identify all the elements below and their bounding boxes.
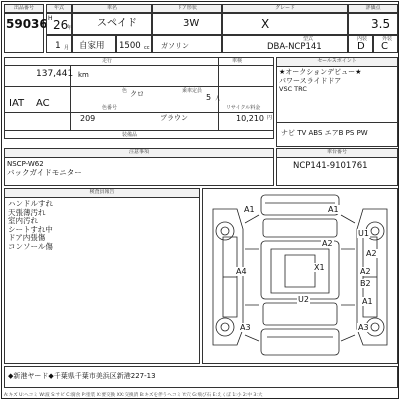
seats-label: 乗車定員 — [182, 88, 203, 94]
damage-mark: A2 — [366, 249, 377, 258]
price-unit: 円 — [267, 115, 273, 121]
equipment-list: ナビ TV ABS エアB PS PW — [281, 129, 368, 137]
auction-sheet — [1, 1, 399, 399]
damage-mark: A1 — [244, 205, 255, 214]
damage-mark: A3 — [240, 323, 251, 332]
damage-mark: A3 — [358, 323, 369, 332]
price-label: リサイクル料金 — [226, 105, 261, 111]
model-box — [222, 35, 348, 53]
door-value: 3W — [183, 18, 200, 29]
notes-block — [4, 148, 274, 186]
seats-unit: 人 — [215, 96, 221, 102]
chassis-header: 車台番号 — [277, 149, 397, 158]
dealer-block — [4, 366, 398, 388]
score-box — [348, 13, 398, 35]
sales-point-line: パワースライドドア — [279, 76, 342, 85]
defect-line: コンソール傷 — [8, 241, 53, 251]
shift-value: IAT — [9, 98, 25, 109]
door-label: ドア形状 — [152, 4, 222, 13]
sales-points-block — [276, 57, 398, 147]
defect-line: ドア内張傷 — [8, 233, 46, 243]
defect-line: 天張薄汚れ — [8, 207, 46, 217]
owners-value: 1 — [55, 41, 61, 51]
notes-list — [7, 160, 82, 177]
lot-number-box — [4, 13, 48, 53]
owners-unit: 月 — [64, 45, 70, 51]
damage-mark: A1 — [328, 205, 339, 214]
interior-grade-box — [348, 35, 373, 53]
defects-block — [4, 188, 200, 364]
legend-footer: A:キズ U:ヘコミ W:波 S:サビ C:腐食 P:塗装 X:要交換 XX:交換済 B:キズを伴うヘコミ Y:穴 G:飛び石 E:えくぼ 1:小 2:中 3:大 — [4, 393, 263, 398]
exterior-grade-box — [373, 35, 398, 53]
damage-mark: B2 — [360, 279, 371, 288]
score-label: 評価点 — [348, 4, 398, 13]
exterior-grade: C — [381, 41, 388, 52]
interior-color: ブラウン — [160, 114, 188, 122]
year-value: 26 — [53, 18, 69, 32]
damage-mark: A2 — [322, 239, 333, 248]
year-era: H — [48, 15, 53, 22]
price-value: 10,210 — [236, 114, 264, 123]
car-label: 車名 — [72, 4, 152, 13]
grade-label: グレード — [222, 4, 348, 13]
displacement-box — [116, 35, 152, 53]
int-label: 内装 — [357, 36, 368, 42]
defect-line: シートすれ中 — [8, 224, 53, 234]
interior-grade: D — [357, 41, 365, 52]
sales-points-list — [279, 68, 361, 94]
grade-box — [222, 13, 348, 35]
chassis-number: NCP141-9101761 — [293, 161, 368, 171]
dealer-address: ◆新港ヤード◆千葉県千葉市美浜区新港227-13 — [8, 372, 156, 380]
car-name: スペイド — [97, 18, 137, 29]
sales-points-header: セールスポイント — [277, 58, 397, 67]
mileage-unit: km — [78, 71, 89, 79]
use-value: 自家用 — [79, 41, 105, 51]
sales-point-line: ★オークションデビュー★ — [279, 68, 362, 76]
year-box — [46, 13, 72, 35]
mileage-label: 走行 — [102, 58, 113, 64]
color-no-label: 色番号 — [102, 105, 118, 111]
grade-value: X — [261, 17, 270, 31]
model-value: DBA-NCP141 — [267, 42, 322, 52]
fuel-value: ガソリン — [161, 42, 189, 50]
lot-number: 59036 — [6, 17, 48, 31]
damage-mark: A4 — [236, 267, 247, 276]
lot-label: 出品番号 — [4, 4, 44, 13]
damage-mark: A2 — [360, 267, 371, 276]
displacement-value: 1500 — [119, 41, 141, 51]
damage-mark: A1 — [362, 297, 373, 306]
equipment-label: 装備品 — [122, 132, 138, 138]
damage-mark: U2 — [298, 295, 309, 304]
sales-point-line: VSC TRC — [279, 85, 307, 94]
car-diagram-svg — [203, 189, 397, 363]
damage-mark: X1 — [314, 263, 325, 272]
car-name-box — [72, 13, 152, 35]
year-label: 年式 — [46, 4, 72, 13]
damage-mark: U1 — [358, 229, 369, 238]
note-line: バックガイドモニター — [7, 167, 82, 177]
note-line: NSCP-W62 — [7, 160, 44, 168]
inspection-label: 車検 — [232, 58, 243, 64]
defects-list — [8, 200, 53, 252]
owners-box — [46, 35, 72, 53]
score-value: 3.5 — [371, 17, 391, 31]
notes-header: 注意事項 — [5, 149, 273, 158]
seats-value: 5 — [206, 93, 212, 102]
color-value: クロ — [130, 90, 144, 98]
car-diagram-block — [202, 188, 398, 364]
use-box — [72, 35, 116, 53]
ac-value: AC — [36, 98, 50, 109]
cc-unit: cc — [144, 45, 150, 51]
ext-label: 外装 — [382, 36, 393, 42]
color-label: 色 — [122, 88, 128, 94]
year-unit: 年 — [67, 25, 73, 31]
mileage-value: 137,441 — [36, 69, 74, 79]
model-label: 型式 — [303, 36, 314, 42]
defect-line: 室内汚れ — [8, 216, 38, 226]
color-no-value: 209 — [80, 114, 96, 123]
chassis-block — [276, 148, 398, 186]
door-box — [152, 13, 222, 35]
defects-header: 検査員報告 — [5, 189, 199, 198]
fuel-box — [152, 35, 222, 53]
defect-line: ハンドルすれ — [8, 199, 53, 208]
